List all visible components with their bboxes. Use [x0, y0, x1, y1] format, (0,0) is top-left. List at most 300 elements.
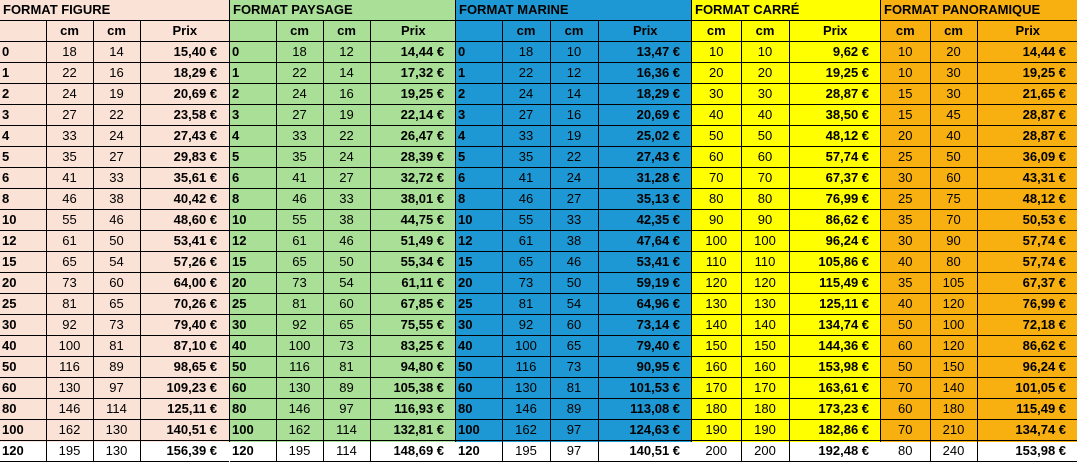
dimension-cell: 80: [881, 441, 930, 462]
format-number-cell: 100: [0, 420, 46, 441]
table-row: [692, 42, 881, 63]
dimension-cell: 22: [46, 63, 93, 84]
dimension-cell: 38: [550, 231, 598, 252]
dimension-cell: 65: [550, 336, 598, 357]
dimension-cell: 73: [550, 357, 598, 378]
column-header: Prix: [140, 21, 229, 42]
dimension-cell: 30: [692, 84, 741, 105]
dimension-cell: 65: [323, 315, 370, 336]
price-cell: 79,40 €: [598, 336, 692, 357]
price-cell: 57,26 €: [140, 252, 229, 273]
table-row: [456, 63, 692, 84]
table-row: [881, 252, 1077, 273]
dimension-cell: 22: [93, 105, 140, 126]
format-number-cell: 3: [456, 105, 502, 126]
format-number-cell: 4: [230, 126, 276, 147]
format-number-cell: 10: [230, 210, 276, 231]
price-cell: 19,25 €: [977, 63, 1077, 84]
dimension-cell: 60: [550, 315, 598, 336]
section-title: FORMAT CARRÉ: [692, 0, 881, 21]
format-number-cell: 60: [230, 378, 276, 399]
dimension-cell: 81: [93, 336, 140, 357]
dimension-cell: 50: [93, 231, 140, 252]
section-title: FORMAT MARINE: [456, 0, 692, 21]
dimension-cell: 40: [741, 105, 789, 126]
dimension-cell: 100: [692, 231, 741, 252]
table-row: [0, 336, 229, 357]
price-cell: 19,25 €: [789, 63, 881, 84]
price-cell: 105,38 €: [370, 378, 456, 399]
table-row: [456, 357, 692, 378]
table-row: [881, 84, 1077, 105]
table-row: [230, 105, 456, 126]
price-cell: 18,29 €: [598, 84, 692, 105]
format-number-cell: 60: [456, 378, 502, 399]
dimension-cell: 190: [692, 420, 741, 441]
price-cell: 64,00 €: [140, 273, 229, 294]
format-number-cell: 4: [0, 126, 46, 147]
price-cell: 98,65 €: [140, 357, 229, 378]
price-cell: 48,60 €: [140, 210, 229, 231]
table-row: [881, 126, 1077, 147]
dimension-cell: 116: [46, 357, 93, 378]
dimension-cell: 55: [502, 210, 550, 231]
table-row: [692, 105, 881, 126]
table-row: [881, 336, 1077, 357]
format-number-cell: 120: [0, 441, 46, 462]
dimension-cell: 60: [741, 147, 789, 168]
column-header: Prix: [789, 21, 881, 42]
format-number-cell: 0: [0, 42, 46, 63]
table-row: [456, 42, 692, 63]
dimension-cell: 114: [323, 441, 370, 462]
dimension-cell: 10: [881, 63, 930, 84]
dimension-cell: 160: [741, 357, 789, 378]
price-cell: 75,55 €: [370, 315, 456, 336]
price-cell: 50,53 €: [977, 210, 1077, 231]
price-cell: 59,19 €: [598, 273, 692, 294]
table-row: [881, 210, 1077, 231]
price-cell: 173,23 €: [789, 399, 881, 420]
format-number-cell: 8: [230, 189, 276, 210]
format-number-cell: 80: [230, 399, 276, 420]
dimension-cell: 41: [46, 168, 93, 189]
dimension-cell: 162: [502, 420, 550, 441]
dimension-cell: 55: [276, 210, 323, 231]
dimension-cell: 160: [692, 357, 741, 378]
dimension-cell: 92: [46, 315, 93, 336]
table-row: [692, 84, 881, 105]
column-header: Prix: [977, 21, 1077, 42]
dimension-cell: 150: [741, 336, 789, 357]
dimension-cell: 100: [930, 315, 977, 336]
section-format-paysage: [229, 0, 455, 458]
dimension-cell: 146: [276, 399, 323, 420]
table-row: [230, 315, 456, 336]
dimension-cell: 90: [692, 210, 741, 231]
dimension-cell: 55: [46, 210, 93, 231]
dimension-cell: 81: [550, 378, 598, 399]
dimension-cell: 18: [502, 42, 550, 63]
dimension-cell: 14: [550, 84, 598, 105]
format-number-cell: 2: [0, 84, 46, 105]
table-row: [692, 294, 881, 315]
dimension-cell: 27: [46, 105, 93, 126]
table-format-carre: [692, 0, 881, 462]
dimension-cell: 60: [93, 273, 140, 294]
table-row: [0, 294, 229, 315]
format-number-cell: 3: [0, 105, 46, 126]
price-cell: 21,65 €: [977, 84, 1077, 105]
dimension-cell: 150: [930, 357, 977, 378]
dimension-cell: 22: [323, 126, 370, 147]
price-cell: 109,23 €: [140, 378, 229, 399]
dimension-cell: 81: [502, 294, 550, 315]
dimension-cell: 33: [502, 126, 550, 147]
dimension-cell: 27: [276, 105, 323, 126]
format-number-cell: 120: [230, 441, 276, 462]
dimension-cell: 89: [550, 399, 598, 420]
price-cell: 72,18 €: [977, 315, 1077, 336]
table-row: [692, 273, 881, 294]
dimension-cell: 146: [502, 399, 550, 420]
format-number-cell: 25: [230, 294, 276, 315]
dimension-cell: 110: [741, 252, 789, 273]
table-row: [692, 315, 881, 336]
price-cell: 28,87 €: [977, 105, 1077, 126]
dimension-cell: 73: [323, 336, 370, 357]
dimension-cell: 61: [46, 231, 93, 252]
dimension-cell: 60: [930, 168, 977, 189]
table-row: [456, 399, 692, 420]
price-cell: 20,69 €: [598, 105, 692, 126]
dimension-cell: 46: [276, 189, 323, 210]
dimension-cell: 150: [692, 336, 741, 357]
dimension-cell: 20: [930, 42, 977, 63]
table-row: [692, 336, 881, 357]
table-row: [456, 420, 692, 441]
price-cell: 28,87 €: [789, 84, 881, 105]
format-number-cell: 20: [456, 273, 502, 294]
table-row: [692, 63, 881, 84]
column-header: cm: [550, 21, 598, 42]
table-row: [456, 210, 692, 231]
dimension-cell: 140: [692, 315, 741, 336]
price-cell: 76,99 €: [977, 294, 1077, 315]
dimension-cell: 30: [881, 168, 930, 189]
table-row: [230, 252, 456, 273]
dimension-cell: 240: [930, 441, 977, 462]
price-cell: 125,11 €: [789, 294, 881, 315]
format-number-cell: 40: [456, 336, 502, 357]
table-row: [0, 210, 229, 231]
format-number-cell: 0: [456, 42, 502, 63]
dimension-cell: 80: [930, 252, 977, 273]
table-row: [456, 441, 692, 462]
table-row: [230, 84, 456, 105]
table-row: [692, 441, 881, 462]
price-cell: 116,93 €: [370, 399, 456, 420]
price-cell: 28,87 €: [977, 126, 1077, 147]
table-row: [456, 147, 692, 168]
dimension-cell: 120: [930, 336, 977, 357]
format-number-cell: 12: [456, 231, 502, 252]
dimension-cell: 89: [323, 378, 370, 399]
price-cell: 31,28 €: [598, 168, 692, 189]
table-row: [0, 357, 229, 378]
dimension-cell: 24: [502, 84, 550, 105]
column-header: [456, 21, 502, 42]
dimension-cell: 81: [46, 294, 93, 315]
price-cell: 19,25 €: [370, 84, 456, 105]
price-cell: 14,44 €: [977, 42, 1077, 63]
table-row: [456, 273, 692, 294]
price-cell: 134,74 €: [789, 315, 881, 336]
dimension-cell: 116: [276, 357, 323, 378]
price-cell: 156,39 €: [140, 441, 229, 462]
price-cell: 27,43 €: [140, 126, 229, 147]
table-row: [456, 231, 692, 252]
price-cell: 94,80 €: [370, 357, 456, 378]
column-header: Prix: [598, 21, 692, 42]
table-row: [692, 378, 881, 399]
price-cell: 16,36 €: [598, 63, 692, 84]
price-cell: 53,41 €: [140, 231, 229, 252]
format-number-cell: 30: [230, 315, 276, 336]
table-format-figure: [0, 0, 229, 462]
dimension-cell: 162: [46, 420, 93, 441]
table-row: [0, 441, 229, 462]
price-cell: 35,13 €: [598, 189, 692, 210]
table-row: [692, 168, 881, 189]
dimension-cell: 46: [46, 189, 93, 210]
price-cell: 132,81 €: [370, 420, 456, 441]
table-row: [692, 399, 881, 420]
price-cell: 57,74 €: [977, 231, 1077, 252]
column-header: cm: [881, 21, 930, 42]
section-format-panoramique: [880, 0, 1077, 458]
dimension-cell: 24: [323, 147, 370, 168]
price-cell: 53,41 €: [598, 252, 692, 273]
dimension-cell: 60: [881, 336, 930, 357]
column-header: cm: [741, 21, 789, 42]
price-cell: 96,24 €: [789, 231, 881, 252]
table-row: [230, 147, 456, 168]
dimension-cell: 195: [276, 441, 323, 462]
dimension-cell: 30: [930, 63, 977, 84]
table-row: [0, 273, 229, 294]
dimension-cell: 130: [93, 441, 140, 462]
table-row: [692, 231, 881, 252]
dimension-cell: 38: [323, 210, 370, 231]
price-cell: 79,40 €: [140, 315, 229, 336]
price-cell: 18,29 €: [140, 63, 229, 84]
dimension-cell: 195: [502, 441, 550, 462]
section-format-carre: [691, 0, 880, 458]
section-title: FORMAT FIGURE: [0, 0, 229, 21]
dimension-cell: 33: [276, 126, 323, 147]
dimension-cell: 35: [502, 147, 550, 168]
table-row: [230, 273, 456, 294]
format-number-cell: 2: [230, 84, 276, 105]
dimension-cell: 70: [881, 420, 930, 441]
table-row: [0, 105, 229, 126]
dimension-cell: 20: [881, 126, 930, 147]
dimension-cell: 130: [93, 420, 140, 441]
format-number-cell: 6: [456, 168, 502, 189]
format-number-cell: 50: [230, 357, 276, 378]
table-row: [881, 168, 1077, 189]
dimension-cell: 22: [502, 63, 550, 84]
dimension-cell: 33: [550, 210, 598, 231]
dimension-cell: 50: [930, 147, 977, 168]
dimension-cell: 114: [323, 420, 370, 441]
dimension-cell: 20: [741, 63, 789, 84]
price-cell: 38,50 €: [789, 105, 881, 126]
dimension-cell: 130: [692, 294, 741, 315]
dimension-cell: 10: [550, 42, 598, 63]
dimension-cell: 50: [881, 357, 930, 378]
dimension-cell: 130: [741, 294, 789, 315]
dimension-cell: 73: [502, 273, 550, 294]
dimension-cell: 100: [46, 336, 93, 357]
price-cell: 61,11 €: [370, 273, 456, 294]
price-cell: 148,69 €: [370, 441, 456, 462]
dimension-cell: 19: [550, 126, 598, 147]
table-row: [0, 168, 229, 189]
table-row: [230, 126, 456, 147]
price-cell: 76,99 €: [789, 189, 881, 210]
dimension-cell: 46: [93, 210, 140, 231]
table-row: [456, 336, 692, 357]
format-number-cell: 1: [456, 63, 502, 84]
dimension-cell: 97: [550, 420, 598, 441]
table-row: [0, 315, 229, 336]
column-header: [0, 21, 46, 42]
dimension-cell: 100: [276, 336, 323, 357]
table-row: [692, 357, 881, 378]
table-row: [0, 63, 229, 84]
table-row: [456, 189, 692, 210]
dimension-cell: 46: [323, 231, 370, 252]
format-number-cell: 6: [230, 168, 276, 189]
price-cell: 134,74 €: [977, 420, 1077, 441]
dimension-cell: 33: [93, 168, 140, 189]
table-row: [456, 168, 692, 189]
dimension-cell: 54: [323, 273, 370, 294]
table-row: [230, 441, 456, 462]
dimension-cell: 140: [930, 378, 977, 399]
dimension-cell: 12: [323, 42, 370, 63]
dimension-cell: 24: [550, 168, 598, 189]
dimension-cell: 50: [550, 273, 598, 294]
table-row: [692, 210, 881, 231]
column-header: Prix: [370, 21, 456, 42]
column-header: cm: [46, 21, 93, 42]
format-number-cell: 6: [0, 168, 46, 189]
table-row: [692, 126, 881, 147]
dimension-cell: 41: [276, 168, 323, 189]
table-row: [230, 168, 456, 189]
table-row: [0, 252, 229, 273]
table-row: [230, 294, 456, 315]
price-cell: 48,12 €: [789, 126, 881, 147]
dimension-cell: 14: [323, 63, 370, 84]
price-cell: 9,62 €: [789, 42, 881, 63]
dimension-cell: 120: [692, 273, 741, 294]
format-number-cell: 100: [230, 420, 276, 441]
dimension-cell: 80: [692, 189, 741, 210]
table-row: [692, 189, 881, 210]
dimension-cell: 130: [502, 378, 550, 399]
price-cell: 115,49 €: [977, 399, 1077, 420]
dimension-cell: 70: [881, 378, 930, 399]
price-cell: 40,42 €: [140, 189, 229, 210]
table-row: [230, 420, 456, 441]
dimension-cell: 81: [323, 357, 370, 378]
price-cell: 57,74 €: [977, 252, 1077, 273]
price-cell: 35,61 €: [140, 168, 229, 189]
price-cell: 38,01 €: [370, 189, 456, 210]
format-number-cell: 30: [456, 315, 502, 336]
dimension-cell: 130: [276, 378, 323, 399]
format-number-cell: 5: [230, 147, 276, 168]
table-row: [692, 420, 881, 441]
dimension-cell: 65: [502, 252, 550, 273]
price-cell: 64,96 €: [598, 294, 692, 315]
dimension-cell: 16: [323, 84, 370, 105]
dimension-cell: 35: [46, 147, 93, 168]
dimension-cell: 33: [46, 126, 93, 147]
table-row: [881, 420, 1077, 441]
table-row: [230, 336, 456, 357]
format-number-cell: 5: [456, 147, 502, 168]
dimension-cell: 200: [741, 441, 789, 462]
format-number-cell: 50: [456, 357, 502, 378]
table-row: [0, 84, 229, 105]
format-number-cell: 10: [456, 210, 502, 231]
table-row: [230, 189, 456, 210]
table-row: [881, 315, 1077, 336]
price-cell: 153,98 €: [789, 357, 881, 378]
price-cell: 51,49 €: [370, 231, 456, 252]
table-row: [881, 294, 1077, 315]
table-row: [881, 357, 1077, 378]
table-row: [456, 126, 692, 147]
dimension-cell: 200: [692, 441, 741, 462]
table-row: [456, 294, 692, 315]
price-cell: 44,75 €: [370, 210, 456, 231]
table-row: [456, 105, 692, 126]
dimension-cell: 12: [550, 63, 598, 84]
dimension-cell: 70: [741, 168, 789, 189]
dimension-cell: 105: [930, 273, 977, 294]
table-row: [881, 273, 1077, 294]
table-row: [230, 399, 456, 420]
dimension-cell: 73: [93, 315, 140, 336]
price-cell: 32,72 €: [370, 168, 456, 189]
dimension-cell: 33: [323, 189, 370, 210]
dimension-cell: 30: [930, 84, 977, 105]
dimension-cell: 38: [93, 189, 140, 210]
price-cell: 90,95 €: [598, 357, 692, 378]
dimension-cell: 180: [692, 399, 741, 420]
dimension-cell: 16: [93, 63, 140, 84]
dimension-cell: 40: [692, 105, 741, 126]
table-row: [881, 441, 1077, 462]
format-number-cell: 50: [0, 357, 46, 378]
price-cell: 125,11 €: [140, 399, 229, 420]
